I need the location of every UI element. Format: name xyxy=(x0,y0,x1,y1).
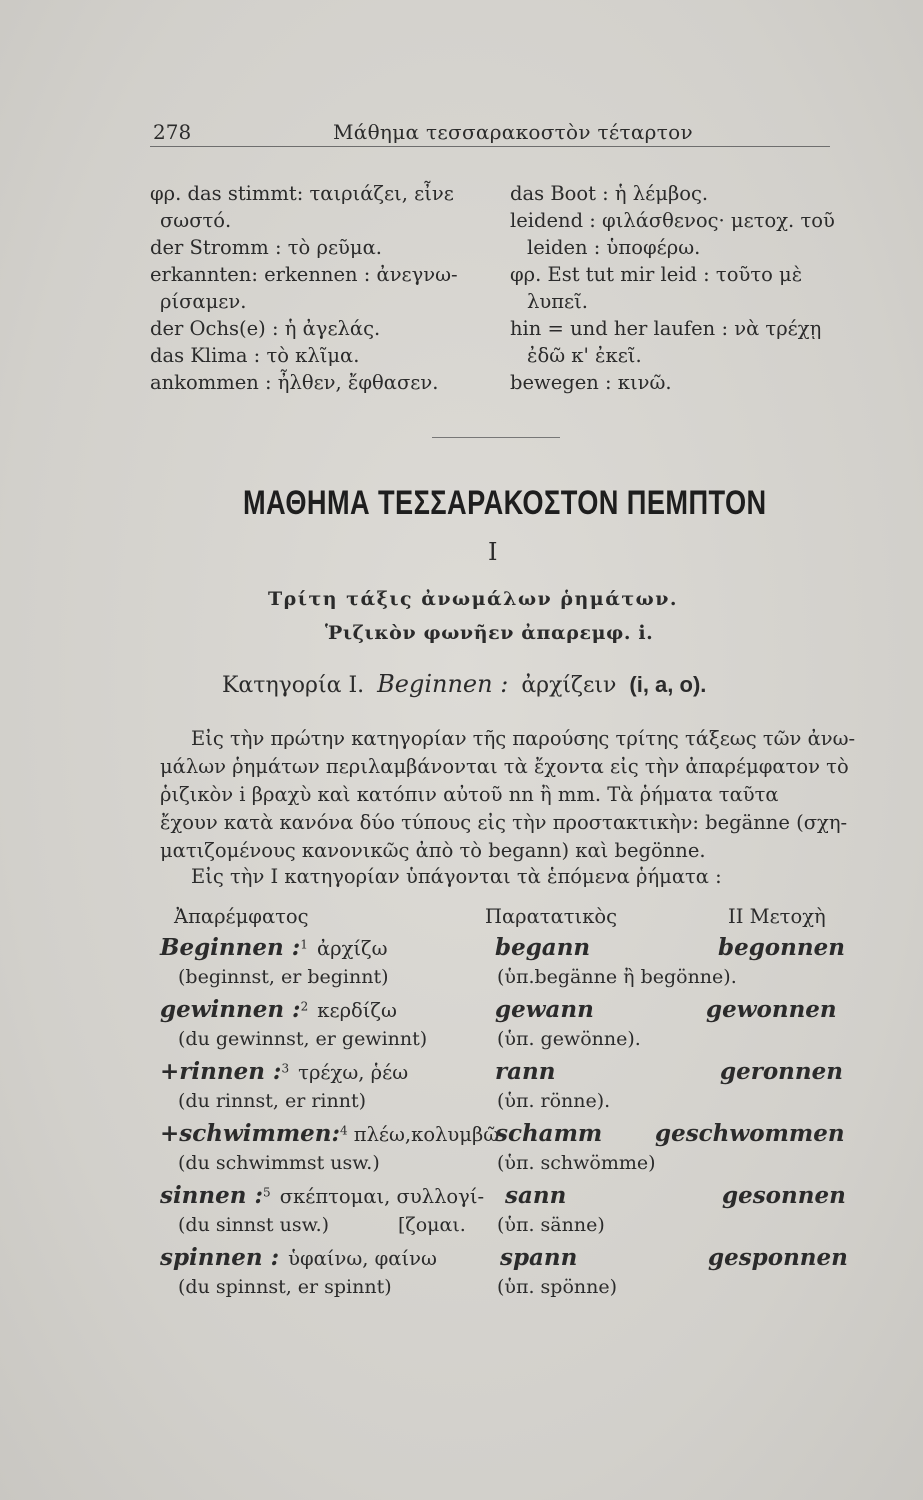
running-title: Μάθημα τεσσαρακοστὸν τέταρτον xyxy=(333,120,693,144)
vocab-left-line: der Stromm : τὸ ρεῦμα. xyxy=(150,236,382,259)
section-numeral: I xyxy=(488,538,498,566)
vocab-right-line: leiden : ὑποφέρω. xyxy=(527,236,701,259)
paragraph-line: ἔχουν κατὰ κανόνα δύο τύπους εἰς τὴν προστακτικὴν: begänne (σχη- xyxy=(160,811,848,834)
vocab-left-line: ankommen : ἦλθεν, ἔφθασεν. xyxy=(150,371,439,394)
verb-past: spann xyxy=(500,1244,578,1271)
vocab-right-line: bewegen : κινῶ. xyxy=(510,371,672,394)
verb-infinitive: +rinnen :$^3$ τρέχω, ῥέω xyxy=(160,1058,409,1085)
category-greek: ἀρχίζειν xyxy=(521,673,617,698)
verb-forms-note: (beginnst, er beginnt) xyxy=(178,966,389,988)
vocab-right-line: ἐδῶ κ' ἐκεῖ. xyxy=(527,344,642,367)
past-subjunctive-note: (ὑπ. rönne). xyxy=(497,1090,611,1112)
vocab-right-line: hin = und her laufen : νὰ τρέχῃ xyxy=(510,317,822,340)
category-label: Κατηγορία Ι. xyxy=(222,673,365,698)
verb-participle: geschwommen xyxy=(655,1120,845,1147)
verb-past: schamm xyxy=(495,1120,603,1147)
vocab-right-line: λυπεῖ. xyxy=(527,290,588,313)
lesson-title: ΜΑΘΗΜΑ ΤΕΣΣΑΡΑΚΟΣΤΟΝ ΠΕΜΠΤΟΝ xyxy=(243,484,767,522)
verb-infinitive: spinnen : ὑφαίνω, φαίνω xyxy=(160,1244,437,1271)
vocab-left-line: φρ. das stimmt: ταιριάζει, εἶνε xyxy=(150,182,454,205)
verb-forms-note: (du spinnst, er spinnt) xyxy=(178,1276,392,1298)
col-header-infinitive: Ἀπαρέμφατος xyxy=(174,905,309,928)
verb-infinitive: sinnen :$^5$ σκέπτομαι, συλλογί- xyxy=(160,1182,485,1209)
paragraph-line: μάλων ῥημάτων περιλαμβάνονται τὰ ἔχοντα εἰς τὴν ἀπαρέμφατον τὸ xyxy=(160,755,849,778)
vocab-left-line: ρίσαμεν. xyxy=(160,290,247,313)
verb-past: rann xyxy=(495,1058,556,1085)
verb-forms-note: (du rinnst, er rinnt) xyxy=(178,1090,366,1112)
vocab-left-line: der Ochs(e) : ἡ ἀγελάς. xyxy=(150,317,381,340)
page-number: 278 xyxy=(153,120,192,144)
vocab-left-line: σωστό. xyxy=(160,209,232,232)
vocab-left-line: das Klima : τὸ κλῖμα. xyxy=(150,344,360,367)
vocab-left-line: erkannten: erkennen : ἀνεγνω- xyxy=(150,263,458,286)
category-vowels: (i, a, o). xyxy=(629,672,707,697)
verb-forms-note: (du gewinnst, er gewinnt) xyxy=(178,1028,428,1050)
vocab-right-line: das Boot : ἡ λέμβος. xyxy=(510,182,709,205)
past-subjunctive-note: (ὑπ. spönne) xyxy=(497,1276,618,1298)
verb-past: gewann xyxy=(495,996,594,1023)
paragraph-line: ματιζομένους κανονικῶς ἀπὸ τὸ begann) καὶ begönne. xyxy=(160,839,706,862)
col-header-participle: ΙΙ Μετοχὴ xyxy=(728,905,826,928)
past-subjunctive-note: (ὑπ. sänne) xyxy=(497,1214,605,1236)
verb-participle: begonnen xyxy=(718,934,845,961)
section-divider xyxy=(432,437,560,438)
paragraph-line: Εἰς τὴν Ι κατηγορίαν ὑπάγονται τὰ ἑπόμενα ῥήματα : xyxy=(191,865,722,888)
verb-participle: gesponnen xyxy=(708,1244,848,1271)
header-rule xyxy=(150,146,830,147)
vocab-right-line: leidend : φιλάσθενος· μετοχ. τοῦ xyxy=(510,209,835,232)
past-subjunctive-note: (ὑπ.begänne ἢ begönne). xyxy=(497,966,737,988)
category-line xyxy=(222,670,706,698)
verb-participle: geronnen xyxy=(720,1058,843,1085)
past-subjunctive-note: (ὑπ. gewönne). xyxy=(497,1028,641,1050)
verb-infinitive: +schwimmen:$^4$ πλέω,κολυμβῶ xyxy=(160,1120,500,1147)
verb-infinitive: Beginnen :$^1$ ἀρχίζω xyxy=(160,934,388,961)
past-subjunctive-note: (ὑπ. schwömme) xyxy=(497,1152,656,1174)
verb-forms-note: (du sinnst usw.) xyxy=(178,1214,330,1236)
verb-infinitive: gewinnen :$^2$ κερδίζω xyxy=(160,996,397,1023)
lesson-subtitle: Ῥιζικὸν φωνῆεν ἀπαρεμφ. i. xyxy=(325,622,654,644)
verb-past: begann xyxy=(495,934,591,961)
verb-forms-note: (du schwimmst usw.) xyxy=(178,1152,380,1174)
lesson-subtitle: Τρίτη τάξις ἀνωμάλων ῥημάτων. xyxy=(268,588,679,610)
col-header-past: Παρατατικὸς xyxy=(485,905,618,928)
vocab-right-line: φρ. Est tut mir leid : τοῦτο μὲ xyxy=(510,263,803,286)
paragraph-line: Εἰς τὴν πρώτην κατηγορίαν τῆς παρούσης τρίτης τάξεως τῶν ἀνω- xyxy=(191,727,856,750)
verb-participle: gesonnen xyxy=(722,1182,846,1209)
verb-forms-note-continued: [ζομαι. xyxy=(398,1214,466,1236)
paragraph-line: ῥιζικὸν i βραχὺ καὶ κατόπιν αὐτοῦ nn ἢ mm. Τὰ ῥήματα ταῦτα xyxy=(160,783,779,806)
category-verb: Beginnen : xyxy=(377,670,509,698)
verb-past: sann xyxy=(505,1182,567,1209)
verb-participle: gewonnen xyxy=(706,996,837,1023)
